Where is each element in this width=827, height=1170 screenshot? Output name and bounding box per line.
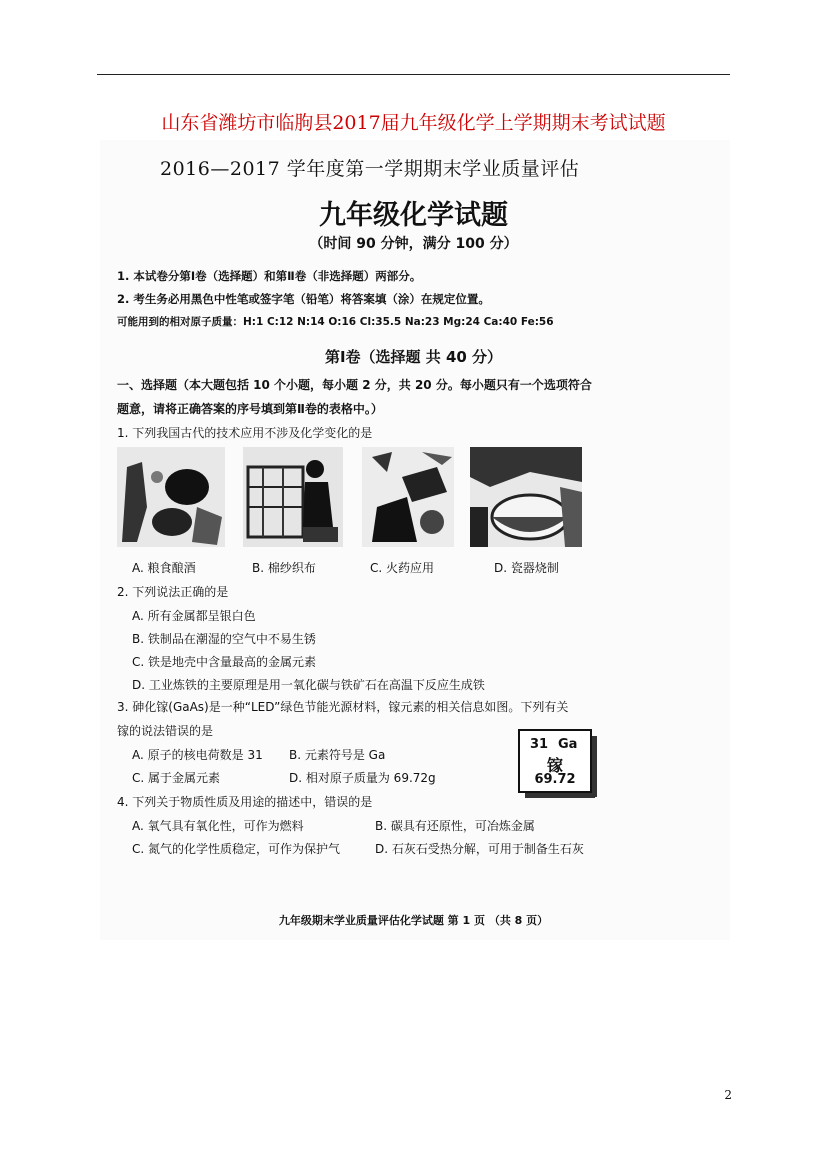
gunpowder-image xyxy=(362,447,454,547)
exam-page-footer: 九年级期末学业质量评估化学试题 第 1 页 （共 8 页） xyxy=(278,914,549,927)
question-1-option-a: A. 粮食酿酒 xyxy=(132,561,196,575)
instruction-line-1: 一、选择题（本大题包括 10 个小题，每小题 2 分，共 20 分。每小题只有一个选项符合 xyxy=(117,378,592,392)
question-1-option-d: D. 瓷器烧制 xyxy=(494,561,559,575)
exam-title: 九年级化学试题 xyxy=(319,200,508,231)
header-rule xyxy=(97,74,730,75)
question-3-stem-line-1: 3. 砷化镓(GaAs)是一种“LED”绿色节能光源材料，镓元素的相关信息如图。下列有关 xyxy=(117,700,569,714)
atomic-mass-note: 可能用到的相对原子质量：H:1 C:12 N:14 O:16 Cl:35.5 Na:23 Mg:24 Ca:40 Fe:56 xyxy=(117,316,554,328)
question-3-option-b: B. 元素符号是 Ga xyxy=(289,748,386,762)
question-3-option-a: A. 原子的核电荷数是 31 xyxy=(132,748,263,762)
question-3-option-d: D. 相对原子质量为 69.72g xyxy=(289,771,436,785)
question-4-option-a: A. 氧气具有氧化性，可作为燃料 xyxy=(132,819,304,833)
exam-time: （时间 90 分钟，满分 100 分） xyxy=(309,236,518,252)
gallium-element-card xyxy=(518,729,592,793)
question-2-option-a: A. 所有金属都呈银白色 xyxy=(132,609,256,623)
year-title: 2016—2017 学年度第一学期期末学业质量评估 xyxy=(160,158,580,180)
question-1-option-b: B. 棉纱织布 xyxy=(252,561,316,575)
question-1-option-c: C. 火药应用 xyxy=(370,561,435,575)
question-2-stem: 2. 下列说法正确的是 xyxy=(117,585,229,599)
question-2-option-d: D. 工业炼铁的主要原理是用一氧化碳与铁矿石在高温下反应生成铁 xyxy=(132,678,485,692)
question-4-stem: 4. 下列关于物质性质及用途的描述中，错误的是 xyxy=(117,795,373,809)
question-2-option-b: B. 铁制品在潮湿的空气中不易生锈 xyxy=(132,632,316,646)
question-4-option-b: B. 碳具有还原性，可冶炼金属 xyxy=(375,819,535,833)
question-4-option-c: C. 氮气的化学性质稳定，可作为保护气 xyxy=(132,842,341,856)
card-shadow-right xyxy=(592,736,597,797)
document-title: 山东省潍坊市临朐县2017届九年级化学上学期期末考试试题 xyxy=(161,112,666,134)
question-3-option-c: C. 属于金属元素 xyxy=(132,771,221,785)
page-number: 2 xyxy=(724,1088,732,1102)
question-1-stem: 1. 下列我国古代的技术应用不涉及化学变化的是 xyxy=(117,426,373,440)
section-title: 第Ⅰ卷（选择题 共 40 分） xyxy=(324,348,503,366)
note-1: 1. 本试卷分第Ⅰ卷（选择题）和第Ⅱ卷（非选择题）两部分。 xyxy=(117,269,422,283)
question-3-stem-line-2: 镓的说法错误的是 xyxy=(117,724,214,738)
question-4-option-d: D. 石灰石受热分解，可用于制备生石灰 xyxy=(375,842,584,856)
weaving-image xyxy=(243,447,343,547)
note-2: 2. 考生务必用黑色中性笔或签字笔（铅笔）将答案填（涂）在规定位置。 xyxy=(117,292,490,306)
card-shadow-bottom xyxy=(525,793,595,798)
instruction-line-2: 题意，请将正确答案的序号填到第Ⅱ卷的表格中。） xyxy=(117,402,383,416)
atomic-mass: 69.72 xyxy=(534,772,576,787)
element-name: 镓 xyxy=(546,756,563,775)
question-2-option-c: C. 铁是地壳中含量最高的金属元素 xyxy=(132,655,317,669)
brewing-image xyxy=(117,447,225,547)
porcelain-image xyxy=(470,447,582,547)
element-symbol: Ga xyxy=(558,737,578,752)
atomic-number: 31 xyxy=(530,737,549,752)
